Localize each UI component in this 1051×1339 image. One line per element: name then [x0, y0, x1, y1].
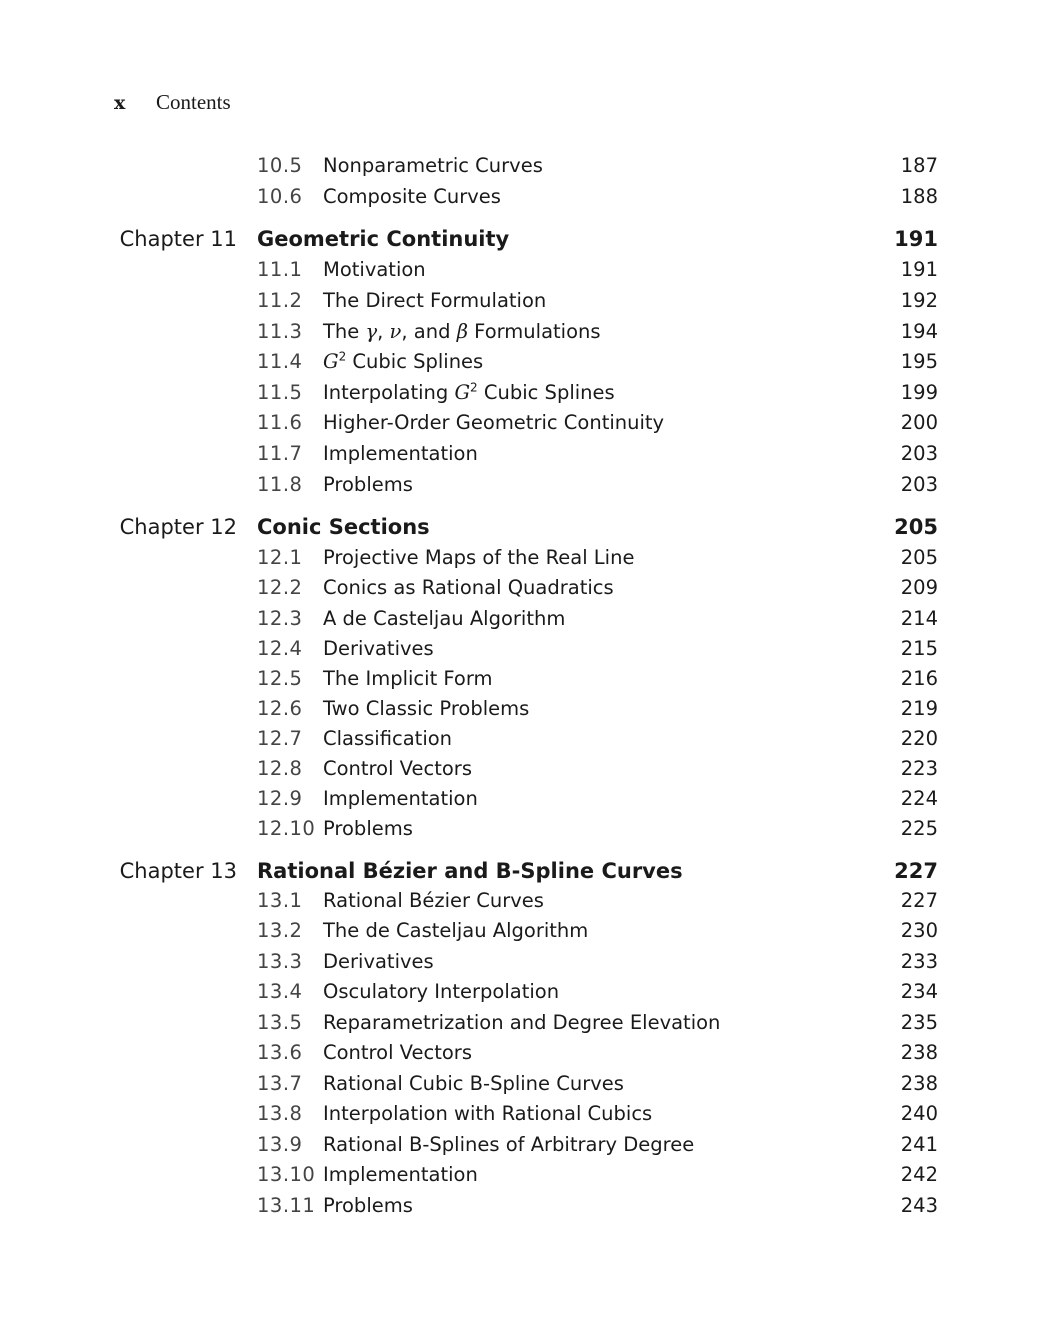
section-page: 238 — [900, 1041, 938, 1064]
chapter-label: Chapter 13 — [119, 859, 237, 883]
section-number: 12.4 — [257, 637, 303, 660]
section-number: 13.8 — [257, 1102, 303, 1125]
section-page: 192 — [900, 289, 938, 312]
section-page: 227 — [900, 889, 938, 912]
section-number: 12.2 — [257, 576, 303, 599]
running-header — [114, 90, 231, 115]
section-number: 11.5 — [257, 381, 303, 404]
section-page: 216 — [900, 667, 938, 690]
toc-entry[interactable] — [0, 317, 1051, 347]
toc-entry[interactable] — [0, 1069, 1051, 1099]
section-title — [323, 317, 601, 347]
toc-entry[interactable] — [0, 886, 1051, 916]
section-title — [323, 347, 483, 377]
section-page: 199 — [900, 381, 938, 404]
section-number: 13.9 — [257, 1133, 303, 1156]
section-title: Two Classic Problems — [323, 697, 530, 720]
toc-entry[interactable] — [0, 378, 1051, 408]
section-number: 12.3 — [257, 607, 303, 630]
title-suffix: Cubic Splines — [477, 381, 615, 404]
toc-entry[interactable] — [0, 408, 1051, 438]
chapter-title: Rational Bézier and B-Spline Curves — [257, 859, 683, 883]
chapter-title: Conic Sections — [257, 515, 430, 539]
section-page: 234 — [900, 980, 938, 1003]
section-number: 13.5 — [257, 1011, 303, 1034]
section-number: 11.8 — [257, 473, 303, 496]
toc-entry[interactable] — [0, 182, 1051, 212]
toc-entry[interactable] — [0, 1191, 1051, 1221]
chapter-label: Chapter 12 — [119, 515, 237, 539]
section-number: 12.5 — [257, 667, 303, 690]
section-title: Problems — [323, 1194, 413, 1217]
section-title: Derivatives — [323, 637, 434, 660]
section-page: 235 — [900, 1011, 938, 1034]
section-number: 12.7 — [257, 727, 303, 750]
chapter-heading[interactable] — [0, 224, 1051, 254]
section-number: 11.3 — [257, 320, 303, 343]
section-title: Higher-Order Geometric Continuity — [323, 411, 665, 434]
section-number: 10.5 — [257, 154, 303, 177]
chapter-page: 205 — [894, 515, 938, 539]
section-page: 203 — [900, 442, 938, 465]
section-page: 194 — [900, 320, 938, 343]
section-title — [323, 378, 615, 408]
section-title: Control Vectors — [323, 1041, 472, 1064]
header-title: Contents — [156, 90, 231, 114]
g-symbol: G — [454, 381, 471, 404]
chapter-heading[interactable] — [0, 856, 1051, 886]
section-number: 11.6 — [257, 411, 303, 434]
section-number: 13.11 — [257, 1194, 316, 1217]
separator: , and — [401, 320, 457, 343]
header-page-number: x — [114, 92, 126, 114]
toc-entry[interactable] — [0, 634, 1051, 664]
section-page: 214 — [900, 607, 938, 630]
toc-entry[interactable] — [0, 1160, 1051, 1190]
section-page: 209 — [900, 576, 938, 599]
section-title: Composite Curves — [323, 185, 501, 208]
section-number: 13.4 — [257, 980, 303, 1003]
toc-entry[interactable] — [0, 255, 1051, 285]
section-number: 13.10 — [257, 1163, 316, 1186]
gamma-symbol: γ — [365, 320, 378, 343]
toc-entry[interactable] — [0, 814, 1051, 844]
toc-entry[interactable] — [0, 439, 1051, 469]
section-page: 188 — [900, 185, 938, 208]
section-page: 203 — [900, 473, 938, 496]
toc-entry[interactable] — [0, 1008, 1051, 1038]
toc-entry[interactable] — [0, 151, 1051, 181]
superscript: 2 — [338, 349, 347, 364]
section-title: The de Casteljau Algorithm — [323, 919, 589, 942]
toc-entry[interactable] — [0, 347, 1051, 377]
toc-entry[interactable] — [0, 694, 1051, 724]
section-page: 219 — [900, 697, 938, 720]
section-title: Implementation — [323, 787, 478, 810]
toc-entry[interactable] — [0, 543, 1051, 573]
section-title: Osculatory Interpolation — [323, 980, 560, 1003]
section-page: 230 — [900, 919, 938, 942]
section-number: 11.1 — [257, 258, 303, 281]
toc-entry[interactable] — [0, 947, 1051, 977]
section-number: 10.6 — [257, 185, 303, 208]
section-title: Classification — [323, 727, 453, 750]
section-number: 13.2 — [257, 919, 303, 942]
toc-entry[interactable] — [0, 784, 1051, 814]
toc-entry[interactable] — [0, 754, 1051, 784]
title-prefix: Interpolating — [323, 381, 455, 404]
g-symbol: G — [323, 350, 339, 373]
section-page: 205 — [900, 546, 938, 569]
section-number: 11.2 — [257, 289, 303, 312]
section-page: 215 — [900, 637, 938, 660]
section-title: Implementation — [323, 1163, 478, 1186]
section-title: The Implicit Form — [323, 667, 493, 690]
section-title: Projective Maps of the Real Line — [323, 546, 635, 569]
toc-entry[interactable] — [0, 977, 1051, 1007]
section-page: 240 — [900, 1102, 938, 1125]
nu-symbol: ν — [389, 320, 402, 343]
section-number: 13.3 — [257, 950, 303, 973]
section-title: Problems — [323, 817, 413, 840]
toc-entry[interactable] — [0, 286, 1051, 316]
toc-entry[interactable] — [0, 724, 1051, 754]
separator: , — [377, 320, 390, 343]
chapter-label: Chapter 11 — [119, 227, 237, 251]
section-title: Rational Bézier Curves — [323, 889, 544, 912]
section-title: Derivatives — [323, 950, 434, 973]
section-page: 220 — [900, 727, 938, 750]
toc-entry[interactable] — [0, 1038, 1051, 1068]
section-title: Implementation — [323, 442, 478, 465]
section-number: 12.6 — [257, 697, 303, 720]
toc-entry[interactable] — [0, 916, 1051, 946]
chapter-title: Geometric Continuity — [257, 227, 510, 251]
section-number: 11.4 — [257, 350, 303, 373]
title-prefix: The — [323, 320, 366, 343]
toc-entry[interactable] — [0, 573, 1051, 603]
beta-symbol: β — [456, 320, 468, 343]
section-number: 12.1 — [257, 546, 303, 569]
section-page: 233 — [900, 950, 938, 973]
section-page: 187 — [900, 154, 938, 177]
section-title: Control Vectors — [323, 757, 472, 780]
chapter-page: 191 — [894, 227, 938, 251]
toc-entry[interactable] — [0, 1130, 1051, 1160]
section-page: 223 — [900, 757, 938, 780]
section-page: 242 — [900, 1163, 938, 1186]
section-number: 11.7 — [257, 442, 303, 465]
superscript: 2 — [470, 380, 478, 395]
chapter-heading[interactable] — [0, 512, 1051, 542]
section-page: 191 — [900, 258, 938, 281]
section-number: 12.9 — [257, 787, 303, 810]
section-title: The Direct Formulation — [323, 289, 547, 312]
section-number: 13.7 — [257, 1072, 303, 1095]
section-title: Reparametrization and Degree Elevation — [323, 1011, 721, 1034]
section-page: 195 — [900, 350, 938, 373]
section-number: 12.8 — [257, 757, 303, 780]
section-title: Motivation — [323, 258, 426, 281]
section-page: 238 — [900, 1072, 938, 1095]
section-number: 12.10 — [257, 817, 316, 840]
section-title: Rational B-Splines of Arbitrary Degree — [323, 1133, 695, 1156]
toc-entry[interactable] — [0, 1099, 1051, 1129]
section-number: 13.6 — [257, 1041, 303, 1064]
section-title: Problems — [323, 473, 413, 496]
section-title: Rational Cubic B-Spline Curves — [323, 1072, 624, 1095]
section-page: 241 — [900, 1133, 938, 1156]
section-page: 243 — [900, 1194, 938, 1217]
toc-entry[interactable] — [0, 664, 1051, 694]
chapter-page: 227 — [894, 859, 938, 883]
section-number: 13.1 — [257, 889, 303, 912]
toc-entry[interactable] — [0, 470, 1051, 500]
title-suffix: Formulations — [467, 320, 601, 343]
toc-entry[interactable] — [0, 604, 1051, 634]
section-title: A de Casteljau Algorithm — [323, 607, 566, 630]
section-title: Interpolation with Rational Cubics — [323, 1102, 653, 1125]
section-page: 224 — [900, 787, 938, 810]
section-title: Conics as Rational Quadratics — [323, 576, 614, 599]
section-page: 200 — [900, 411, 938, 434]
section-page: 225 — [900, 817, 938, 840]
title-suffix: Cubic Splines — [346, 350, 484, 373]
section-title: Nonparametric Curves — [323, 154, 543, 177]
